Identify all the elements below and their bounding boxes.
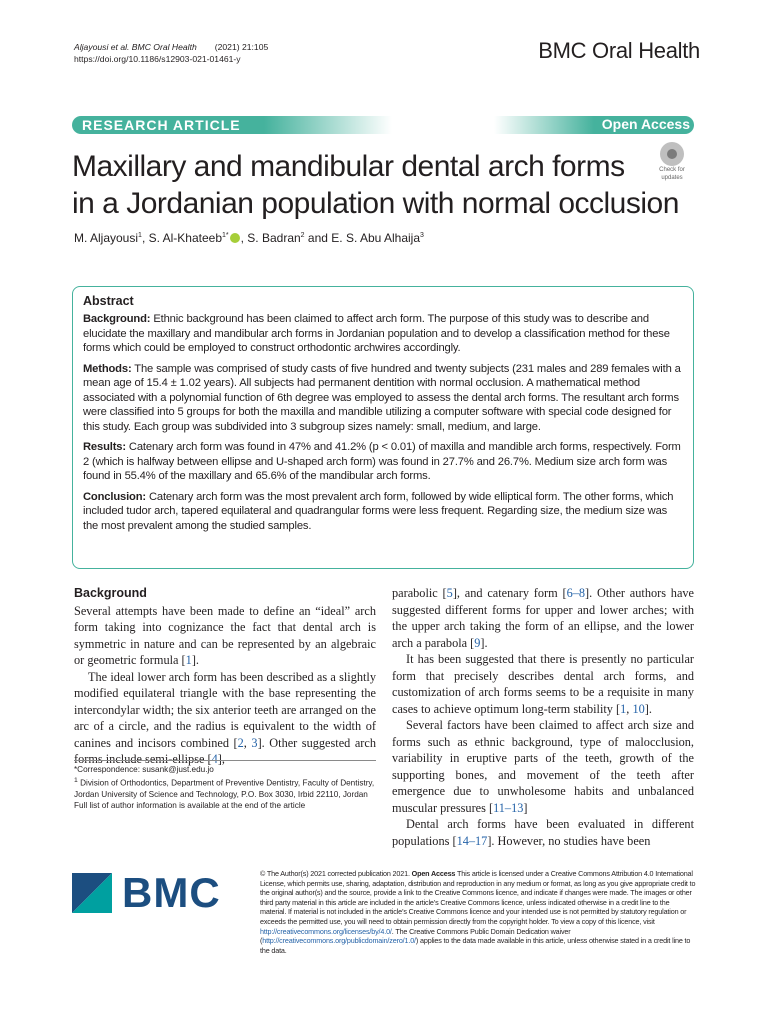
citation-link[interactable]: 1: [620, 701, 627, 716]
citation-link[interactable]: 11–13: [493, 800, 524, 815]
citation-link[interactable]: 5: [446, 586, 453, 600]
bmc-logo-mark-icon: [72, 873, 112, 913]
full-author-info-note: Full list of author information is available at the end of the article: [74, 800, 306, 810]
doi-link[interactable]: https://doi.org/10.1186/s12903-021-01461-y: [74, 54, 241, 64]
cc0-waiver-link[interactable]: http://creativecommons.org/publicdomain/zero/1.0/: [262, 936, 416, 946]
crossmark-icon: [660, 142, 684, 166]
citation-link[interactable]: 10: [632, 701, 645, 716]
abstract-box: [72, 286, 694, 569]
article-title: [72, 148, 712, 222]
correspondence: *Correspondence: susank@just.edu.jo: [74, 765, 214, 774]
check-for-updates-badge[interactable]: [652, 142, 692, 182]
open-access-note: Open Access: [411, 869, 456, 878]
citation: Aljayousi et al. BMC Oral Health: [74, 42, 197, 52]
title-line-1: Maxillary and mandibular dental arch forms: [72, 150, 625, 183]
body-paragraph: Dental arch forms have been evaluated in different populations [14–17]. However, no studies have been: [392, 817, 694, 848]
license-statement: © The Author(s) 2021 corrected publication 2021. Open Access This article is licensed under a Creative Commons Attribution 4.0 International License, which permits use, sharing, adaptation, distribution and reproduction in any medium or format, as long as you give appropriate credit to the original author(s) and the source, provide a link to the Creative Commons licence, and indicate if changes were made. The images or other third party material in this article are included in the article’s Creative Commons licence, unless indicated otherwise in a credit line to the material. If material is not included in the article’s Creative Commons licence and your intended use is not permitted by statutory regulation or exceeds the permitted use, you will need to obtain permission directly from the copyright holder. To view a copy of this licence, visit http://creativecommons.org/licenses/by/4.0/. The Creative Commons Public Domain Dedication waiver (http://creativecommons.org/publicdomain/zero/1.0/) applies to the data made available in this article, unless otherwise stated in a credit line to the data.: [260, 869, 696, 955]
footnote: [74, 760, 376, 811]
citation-link[interactable]: 6–8: [566, 586, 586, 600]
running-header: [74, 41, 268, 65]
article-label-bar: [72, 116, 694, 134]
author-2: S. Al-Khateeb: [148, 231, 222, 245]
open-access-label: Open Access: [601, 116, 690, 132]
section-heading-background: Background: [74, 586, 147, 600]
abstract-results: Results: Catenary arch form was found in 47% and 41.2% (p ˂ 0.01) of maxilla and mandible arch forms, respectively. Form 2 (which is halfway between ellipse and U-shaped arch form) was found in 27.7% and 26.7%. Medium size arch form was found in 55.4% of the maxillary and 65.6% of the mandibular arch forms.: [83, 441, 681, 482]
article-type-label: RESEARCH ARTICLE: [82, 117, 241, 133]
citation-link[interactable]: 1: [185, 653, 192, 667]
citation-link[interactable]: 3: [251, 735, 258, 750]
affiliation: $^1$ Division of Orthodontics, Department of Preventive Dentistry, Faculty of Dentistry, Jordan University of Science and Technology, P.O. Box 3030, Irbid 22110, Jordan: [74, 777, 375, 799]
citation-line: [74, 41, 268, 53]
check-updates-text-1: Check for: [659, 167, 685, 173]
citation-link[interactable]: 14–17: [456, 833, 488, 848]
cc-by-license-link[interactable]: http://creativecommons.org/licenses/by/4.0/: [260, 926, 392, 936]
body-paragraph: The ideal lower arch form has been described as a slightly modified equilateral triangle with the base representing the intercondylar width; the six anterior teeth are arranged on the arc of a circle, and the radius is equivalent to the width of canines and incisors combined [2, 3]. Other suggested arch forms include semi-ellipse [4],: [74, 669, 377, 766]
author-4: E. S. Abu Alhaija: [331, 231, 421, 245]
bmc-logo: [72, 869, 221, 916]
abstract-methods: Methods: The sample was comprised of study casts of five hundred and twenty subjects (231 males and 289 females with a mean age of 15.4 ± 1.02 years). All subjects had permanent dentition with normal occlusion. A mathematical method associated with a polynomial function of 6th degree was employed to assess the dental arch forms. The resultant arch forms were classified into 5 groups for both the maxilla and mandible utilizing a computer software with special code designed for this study. Each group was subdivided into 3 subgroup sizes namely: small, medium, and large.: [83, 362, 681, 433]
body-paragraph: It has been suggested that there is presently no particular form that precisely describes dental arch forms, and customization of arch forms seems to be a requisite in many cases to achieve optimum long-term stability [1, 10].: [392, 652, 694, 716]
citation-link[interactable]: 4: [211, 752, 218, 766]
body-paragraph: parabolic [5], and catenary form [6–8]. Other authors have suggested different forms for upper and lower arches; with the upper arch taking the form of an ellipse, and the lower arch a parabola [9].: [392, 586, 695, 650]
body-column-left: [74, 585, 376, 768]
author-list: M. Aljayousi$^1$, S. Al-Khateeb$^{1*}$ , S. Badran$^2$ and E. S. Abu Alhaija$^3$: [74, 231, 424, 245]
abstract-background: Background: Ethnic background has been claimed to affect arch form. The purpose of this study was to describe and elucidate the maxillary and mandibular arch forms in Jordanian population and to develop a classification method for these forms which could be employed to construct orthodontic archwires accordingly.: [83, 313, 670, 354]
journal-title: BMC Oral Health: [538, 38, 700, 63]
title-line-2: in a Jordanian population with normal occlusion: [72, 187, 679, 220]
body-paragraph: Several factors have been claimed to affect arch size and forms such as ethnic background, type of malocclusion, variability in eruptive parts of the teeth, growth of the supporting bones, and movement of the teeth after emergence due to unwholesome habits and unbalanced muscular pressures [11–13]: [392, 718, 694, 815]
citation-link[interactable]: 2: [237, 735, 244, 750]
abstract-heading: Abstract: [83, 294, 134, 308]
check-updates-text-2: updates: [661, 174, 683, 181]
citation-link[interactable]: 9: [474, 635, 481, 650]
orcid-icon[interactable]: [230, 233, 240, 243]
author-1: M. Aljayousi: [74, 231, 139, 245]
body-paragraph: Several attempts have been made to define an “ideal” arch form taking into cognizance the fact that dental arch is symmetric in nature and can be represented by an algebraic or geometric formula [1].: [74, 603, 376, 667]
body-column-right: [392, 585, 694, 849]
year-volume: (2021) 21:105: [214, 42, 269, 52]
author-3: S. Badran: [247, 231, 301, 245]
bmc-logo-text: BMC: [122, 869, 221, 916]
abstract-conclusion: Conclusion: Catenary arch form was the most prevalent arch form, followed by wide elliptical form. The other forms, which included tudor arch, tapered equilateral and quadrangular forms were less frequent. Regarding size, the medium size was the most prevalent among the studied samples.: [83, 490, 674, 532]
